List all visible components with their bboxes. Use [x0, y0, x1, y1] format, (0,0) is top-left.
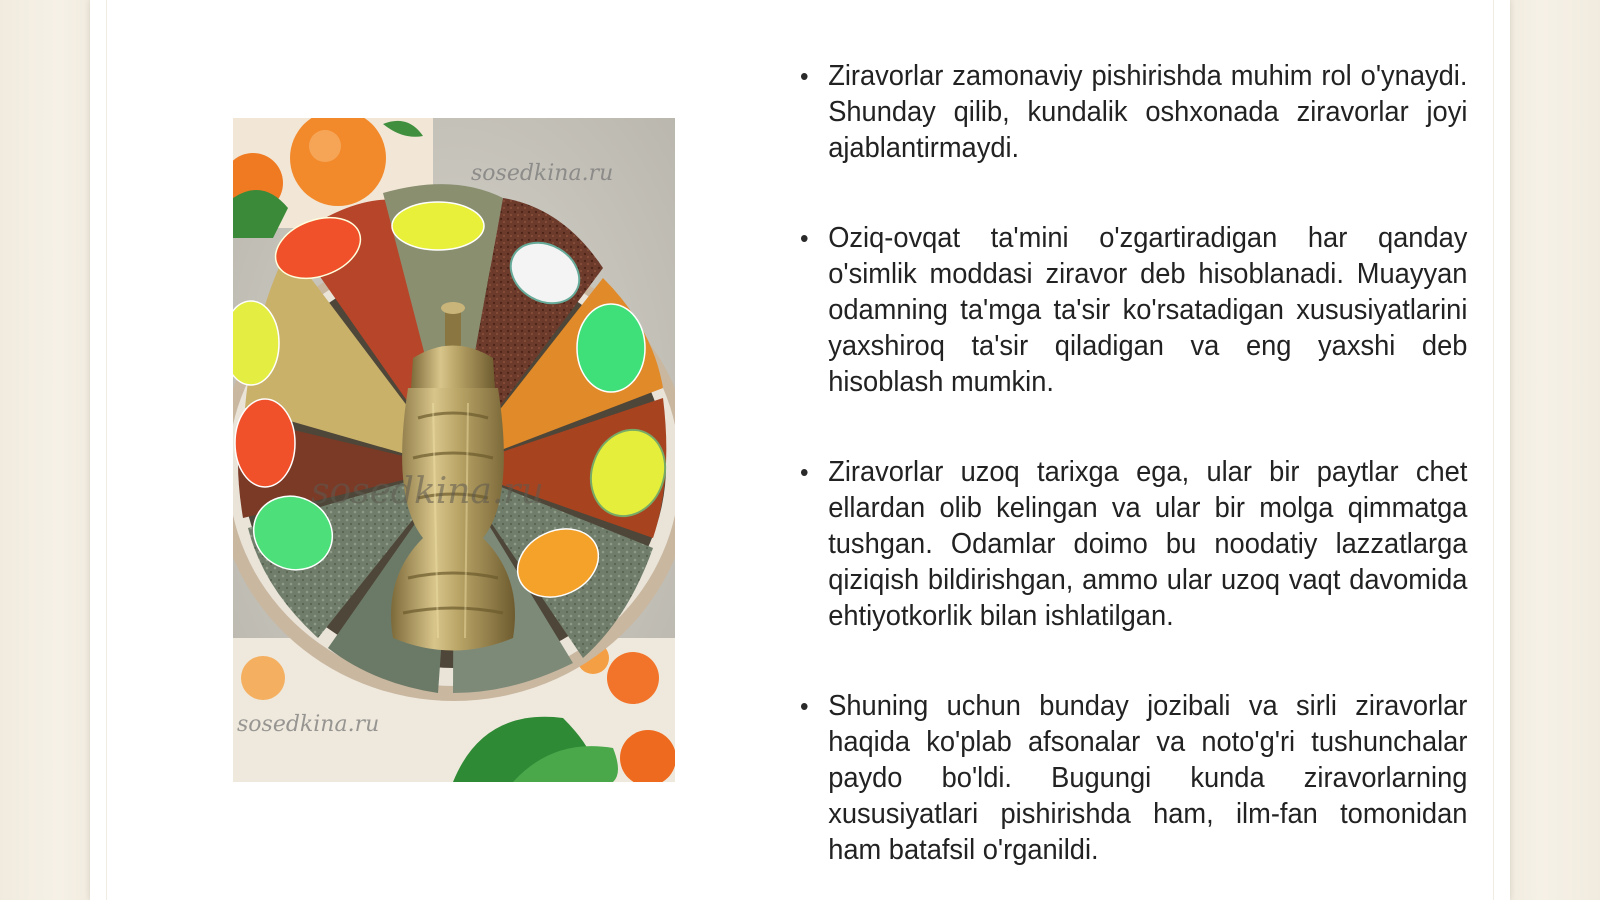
label-sticker	[392, 202, 484, 250]
spices-photo	[233, 118, 675, 782]
bullet-item	[800, 688, 1467, 868]
bullet-icon: •	[800, 223, 809, 253]
label-sticker	[577, 304, 645, 392]
bullet-icon: •	[800, 457, 809, 487]
bullet-text: Shuning uchun bunday jozibali va sirli ziravorlar haqida ko'plab afsonalar va noto'g'ri tushunchalar paydo bo'ldi. Bugungi kunda ziravorlarning xususiyatlari pishirishda ham, ilm-fan tomonidan ham batafsil o'rganildi.	[828, 690, 1468, 866]
label-sticker	[235, 399, 295, 487]
bullet-icon: •	[800, 61, 809, 91]
bullet-item	[800, 220, 1467, 400]
watermark-bottom: sosedkina.ru	[237, 712, 380, 737]
bullet-icon: •	[800, 691, 809, 721]
bullet-list	[800, 58, 1472, 900]
watermark-top: sosedkina.ru	[471, 161, 614, 186]
bullet-text: Ziravorlar uzoq tarixga ega, ular bir paytlar chet ellardan olib kelingan va ular bir molga qimmatga tushgan. Odamlar doimo bu noodatiy lazzatlarga qiziqish bildirishgan, ammo ular uzoq vaqt davomida ehtiyotkorlik bilan ishlatilgan.	[828, 456, 1468, 632]
spices-illustration	[233, 118, 675, 782]
bullet-item	[800, 454, 1467, 634]
bullet-text: Ziravorlar zamonaviy pishirishda muhim rol o'ynaydi. Shunday qilib, kundalik oshxonada ziravorlar joyi ajablantirmaydi.	[828, 60, 1468, 164]
bullet-item	[800, 58, 1467, 166]
watermark-middle: sosedkina.ru	[311, 471, 544, 512]
bullet-text: Oziq-ovqat ta'mini o'zgartiradigan har qanday o'simlik moddasi ziravor deb hisoblanadi. Muayyan odamning ta'mga ta'sir ko'rsatadigan xususiyatlarini yaxshiroq ta'sir qiladigan va eng yaxshi deb hisoblash mumkin.	[828, 222, 1468, 398]
